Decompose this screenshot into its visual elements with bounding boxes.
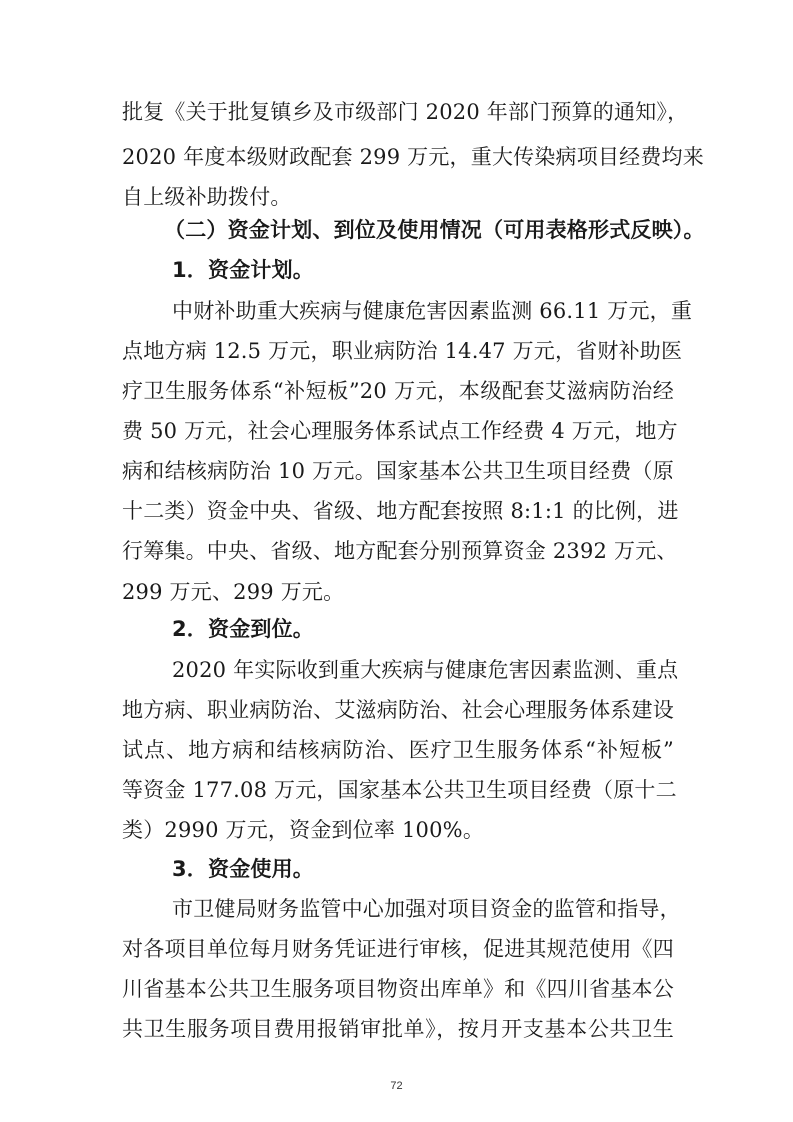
body-line: 费 50 万元，社会心理服务体系试点工作经费 4 万元，地方 <box>122 419 678 443</box>
body-line: 等资金 177.08 万元，国家基本公共卫生项目经费（原十二 <box>122 778 677 802</box>
body-line: 对各项目单位每月财务凭证进行审核，促进其规范使用《四 <box>122 937 674 961</box>
body-line: 批复《关于批复镇乡及市级部门 2020 年部门预算的通知》， <box>122 100 689 124</box>
body-line: 市卫健局财务监管中心加强对项目资金的监管和指导， <box>172 897 681 921</box>
body-line: 十二类）资金中央、省级、地方配套按照 8:1:1 的比例，进 <box>122 499 679 523</box>
body-line: 地方病、职业病防治、艾滋病防治、社会心理服务体系建设 <box>122 698 674 722</box>
body-line: 川省基本公共卫生服务项目物资出库单》和《四川省基本公 <box>122 977 674 1001</box>
body-line: 类）2990 万元，资金到位率 100%。 <box>122 818 485 842</box>
body-line: 病和结核病防治 10 万元。国家基本公共卫生项目经费（原 <box>122 459 674 483</box>
section-heading: （二）资金计划、到位及使用情况（可用表格形式反映）。 <box>164 218 705 242</box>
body-line: 共卫生服务项目费用报销审批单》，按月开支基本公共卫生 <box>122 1017 674 1041</box>
body-line: 点地方病 12.5 万元，职业病防治 14.47 万元，省财补助医 <box>122 339 683 363</box>
body-line: 2020 年实际收到重大疾病与健康危害因素监测、重点 <box>172 658 679 682</box>
subsection-heading: 1．资金计划。 <box>172 258 315 282</box>
body-line: 2020 年度本级财政配套 299 万元，重大传染病项目经费均来 <box>122 145 704 169</box>
body-line: 自上级补助拨付。 <box>122 185 292 209</box>
page-number: 72 <box>390 1080 403 1092</box>
body-line: 中财补助重大疾病与健康危害因素监测 66.11 万元，重 <box>172 299 693 323</box>
subsection-heading: 3．资金使用。 <box>172 857 315 881</box>
subsection-heading: 2．资金到位。 <box>172 617 315 641</box>
body-line: 行筹集。中央、省级、地方配套分别预算资金 2392 万元、 <box>122 539 678 563</box>
body-line: 疗卫生服务体系“补短板”20 万元，本级配套艾滋病防治经 <box>122 379 674 403</box>
body-line: 299 万元、299 万元。 <box>122 580 345 604</box>
body-line: 试点、地方病和结核病防治、医疗卫生服务体系“补短板” <box>122 738 674 762</box>
